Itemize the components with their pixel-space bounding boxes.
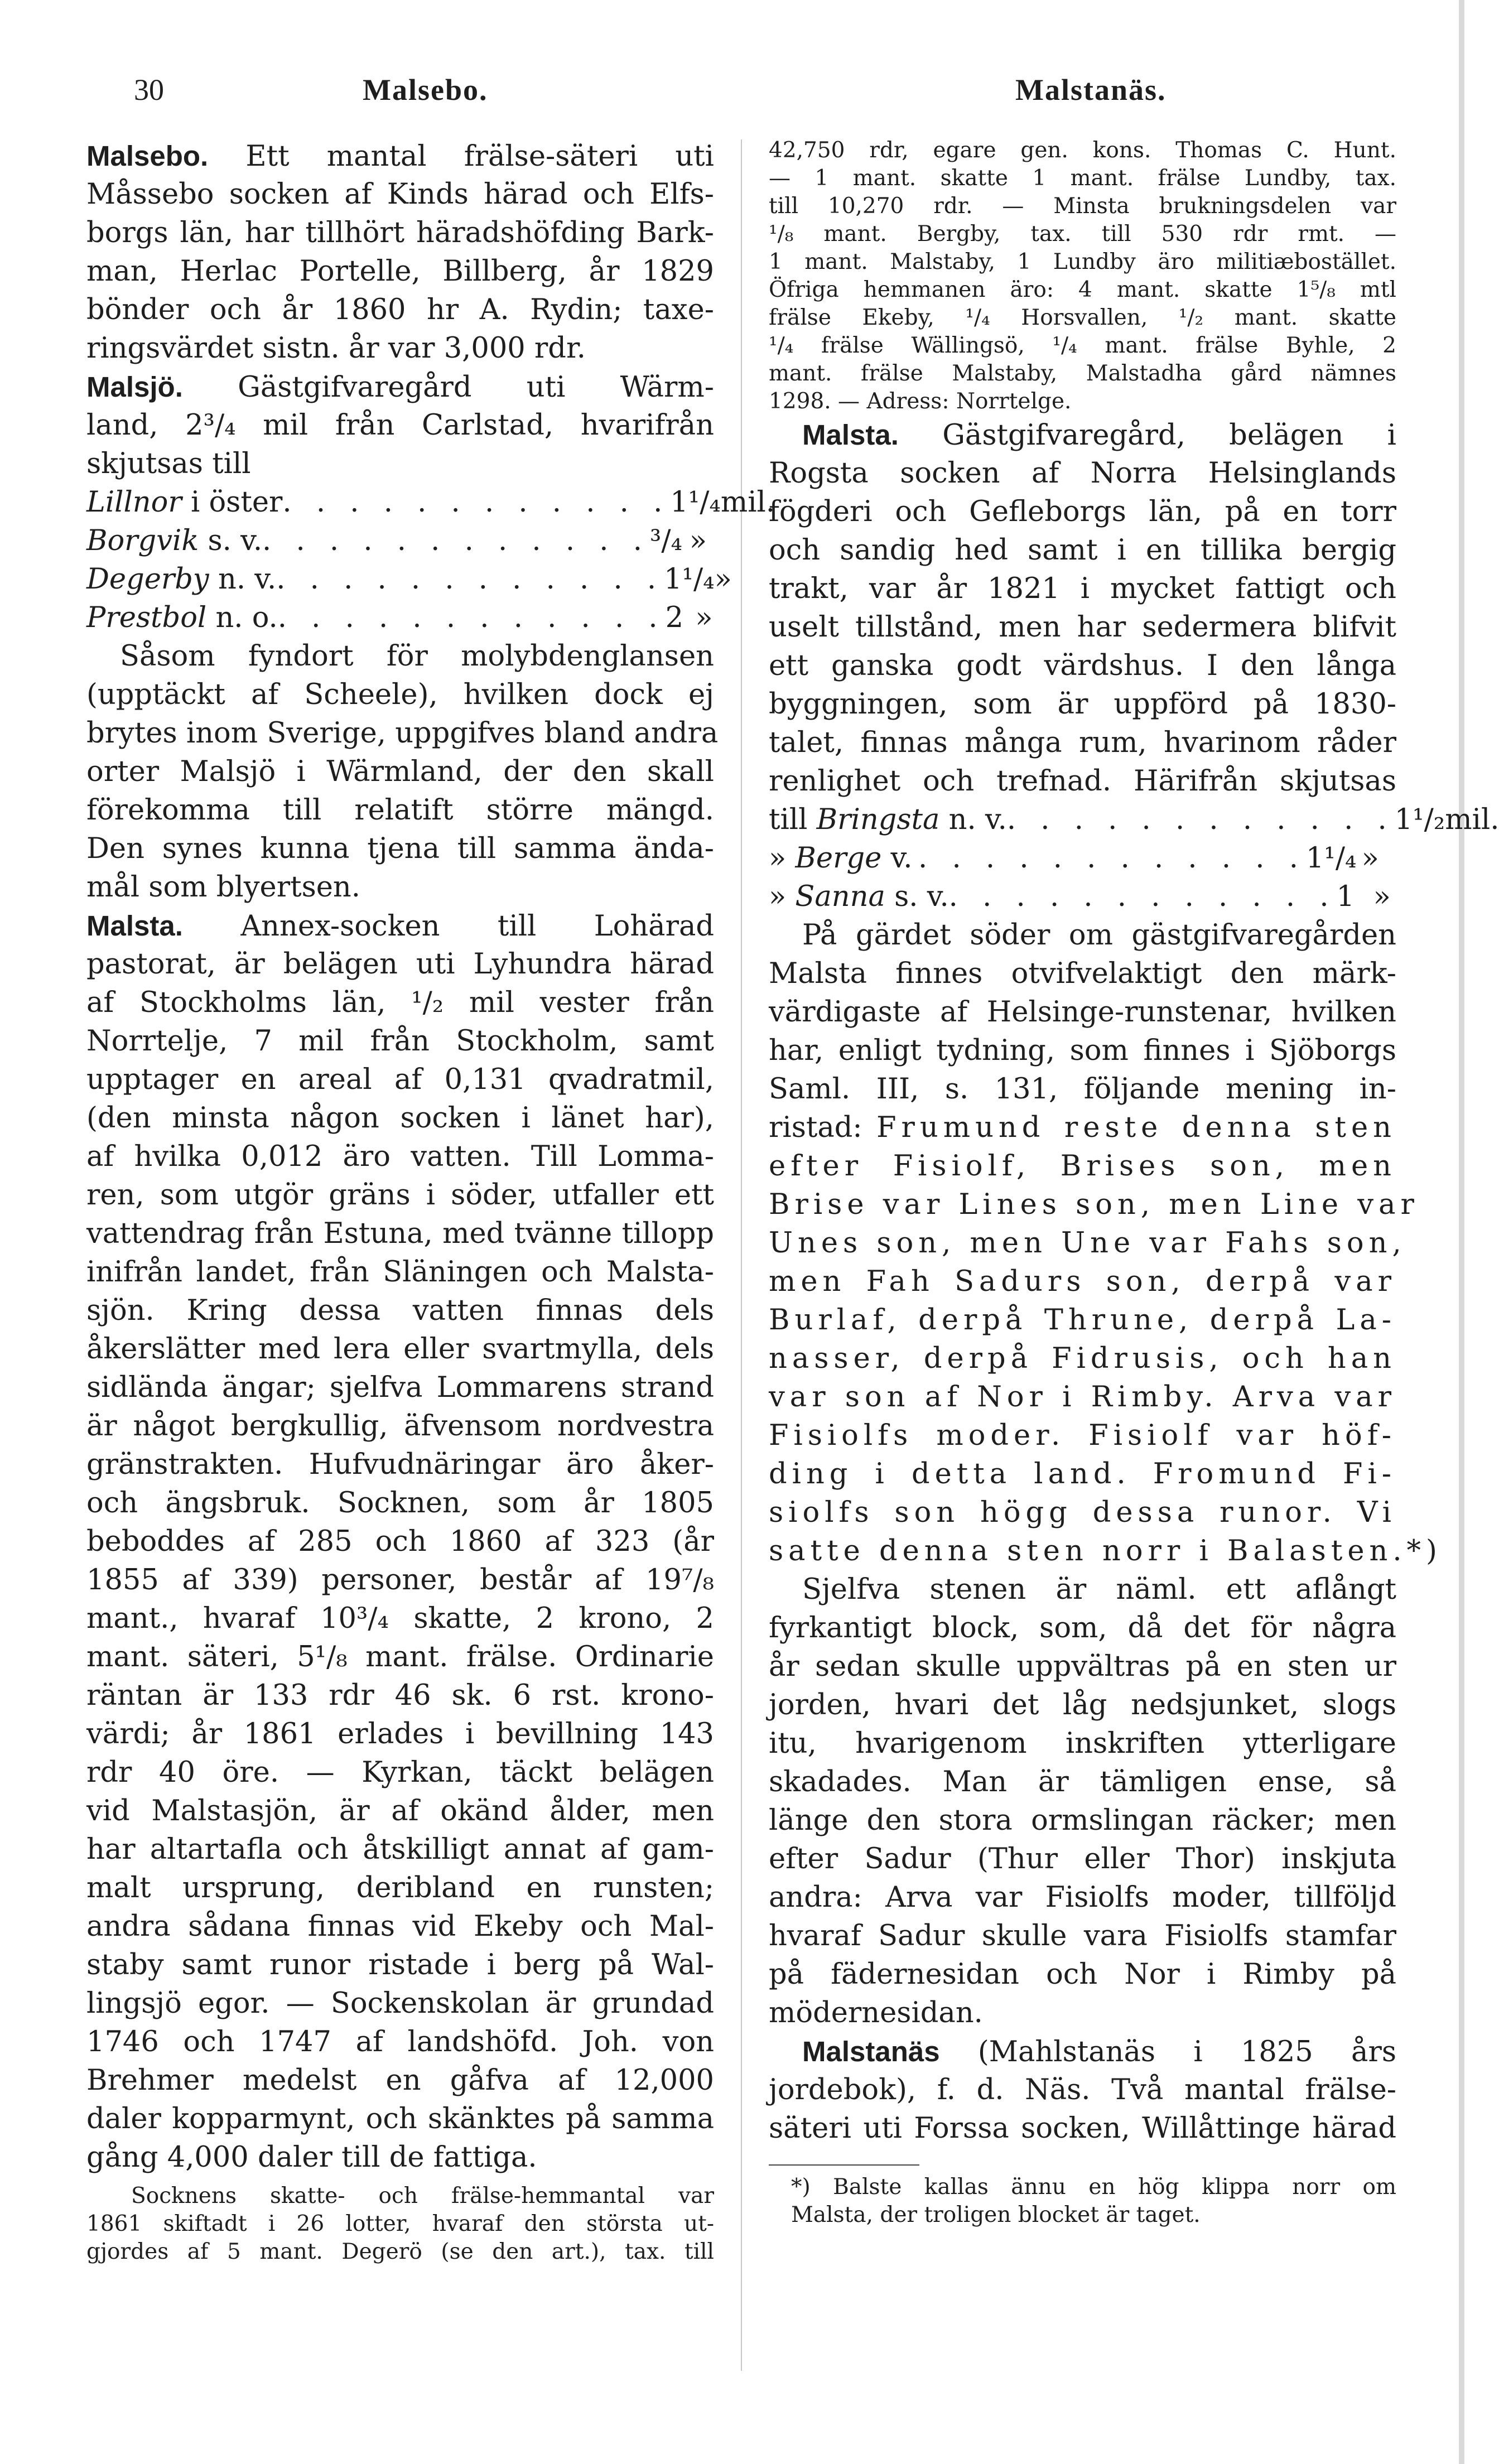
entry-malsebo — [86, 137, 714, 368]
text-line: ringsvärdet sistn. år var 3,000 rdr. — [86, 332, 586, 365]
text-line: hvaraf Sadur skulle vara Fisiolfs stamfar — [769, 1920, 1396, 1952]
column-divider — [741, 139, 742, 2371]
direction: n. o. — [215, 601, 278, 634]
distance-row: Degerby n. v. . . . . . . . . . . . . 1¹/₄ » — [86, 560, 714, 599]
text-line: gränstrakten. Hufvudnäringar äro åker- — [86, 1448, 714, 1481]
entry-malsta-gastgifvaregard — [769, 416, 1499, 2032]
malsta-continuation — [769, 137, 1396, 416]
text-line: ren, som utgör gräns i söder, utfaller ett — [86, 1179, 714, 1212]
text-line: mål som blyertsen. — [86, 871, 360, 904]
text-line: räntan är 133 rdr 46 sk. 6 rst. krono- — [86, 1679, 714, 1712]
text-line: bönder och år 1860 hr A. Rydin; taxe- — [86, 293, 714, 326]
text-line: upptager en areal af 0,131 qvadratmil, — [86, 1063, 714, 1096]
text-line: ristad: — [769, 1111, 862, 1144]
text-line: andra: Arva var Fisiolfs moder, tillföljd — [769, 1881, 1396, 1914]
text-line: skjutsas till — [86, 447, 251, 480]
text-line: säteri uti Forssa socken, Willåttinge härad — [769, 2112, 1396, 2145]
small-text-line: 1298. — Adress: Norrtelge. — [769, 389, 1072, 414]
distance-amount: 1¹/₄ — [1305, 842, 1357, 875]
text-line: har, enligt tydning, som finnes i Sjöborgs — [769, 1034, 1396, 1067]
text-line: Malsta finnes otvifvelaktigt den märk- — [769, 957, 1396, 990]
entry-head-malsebo: Malsebo. — [86, 140, 209, 172]
distance-unit: » — [689, 524, 707, 557]
runic-line: siolfs son högg dessa runor. Vi — [769, 1496, 1396, 1529]
text-line: Den synes kunna tjena till samma ända- — [86, 832, 714, 865]
small-text-line: ¹/₈ mant. Bergby, tax. till 530 rdr rmt. — — [769, 221, 1396, 247]
footnote-rule — [769, 2164, 919, 2166]
destination-name: Lillnor — [86, 486, 182, 519]
text-line: har altartafla och åtskilligt annat af gam- — [86, 1833, 714, 1866]
small-text-line: mant. frälse Malstaby, Malstadha gård nämnes — [769, 361, 1396, 386]
small-text-line: — 1 mant. skatte 1 mant. frälse Lundby, tax. — [769, 166, 1396, 191]
distance-row: » Berge v. . . . . . . . . . . . . 1¹/₄ » — [769, 839, 1396, 877]
running-head — [78, 67, 1396, 123]
text-line: staby samt runor ristade i berg på Wal- — [86, 1949, 714, 1981]
text-line: och ängsbruk. Socknen, som år 1805 — [86, 1487, 714, 1520]
text-line: orter Malsjö i Wärmland, der den skall — [86, 755, 714, 788]
text-line: värdigaste af Helsinge-runstenar, hvilken — [769, 996, 1396, 1029]
text-line: Rogsta socken af Norra Helsinglands — [769, 457, 1396, 490]
text-line: land, 2³/₄ mil från Carlstad, hvarifrån — [86, 409, 714, 442]
text-line: på fädernesidan och Nor i Rimby på — [769, 1958, 1396, 1991]
text-line: Norrtelje, 7 mil från Stockholm, samt — [86, 1025, 714, 1058]
runic-line: var son af Nor i Rimby. Arva var — [769, 1381, 1396, 1414]
text-line: mödernesidan. — [769, 1997, 983, 2029]
destination-name: Prestbol — [86, 601, 207, 634]
runic-line: Brise var Lines son, men Line var — [769, 1188, 1419, 1221]
entry-malsjo — [86, 368, 775, 906]
text-line: länge den stora ormslingan räcker; men — [769, 1804, 1396, 1837]
text-line: pastorat, är belägen uti Lyhundra härad — [86, 948, 714, 981]
text-line: Saml. III, s. 131, följande mening in- — [769, 1073, 1396, 1106]
entry-head-malstanas: Malstanäs — [802, 2036, 940, 2067]
text-line: år sedan skulle uppvältras på en sten ur — [769, 1650, 1396, 1683]
text-line: Ett mantal frälse-säteri uti — [245, 140, 714, 173]
small-text-line: Öfriga hemmanen äro: 4 mant. skatte 1⁵/₈ mtl — [769, 277, 1396, 302]
running-head-left: Malsebo. — [363, 73, 488, 107]
destination-name: Degerby — [86, 563, 209, 596]
small-text-line: ¹/₄ frälse Wällingsö, ¹/₄ mant. frälse Byhle, 2 — [769, 333, 1396, 358]
distance-amount: 1 — [1336, 880, 1355, 913]
distance-amount: 2 — [665, 601, 684, 634]
text-line: malt ursprung, deribland en runsten; — [86, 1872, 714, 1904]
text-line: och sandig hed samt i en tillika bergig — [769, 534, 1396, 567]
text-line: inifrån landet, från Släningen och Malsta- — [86, 1256, 714, 1289]
text-line: sidlända ängar; sjelfva Lommarens strand — [86, 1371, 714, 1404]
text-line: ett ganska godt värdshus. I den långa — [769, 649, 1396, 682]
text-line: jordebok), f. d. Näs. Två mantal frälse- — [769, 2074, 1396, 2106]
entry-head-malsta: Malsta. — [86, 910, 183, 942]
text-line: talet, finnas många rum, hvarinom råder — [769, 726, 1396, 759]
text-line: vid Malstasjön, är af okänd ålder, men — [86, 1795, 714, 1827]
text-line: mant., hvaraf 10³/₄ skatte, 2 krono, 2 — [86, 1602, 714, 1635]
text-line: Såsom fyndort för molybdenglansen — [120, 640, 714, 673]
distance-row: Borgvik s. v. . . . . . . . . . . . . ³/₄ » — [86, 522, 714, 560]
small-text-line: 1 mant. Malstaby, 1 Lundby äro militiæbostället. — [769, 249, 1396, 274]
runic-line: Fisiolfs moder. Fisiolf var höf- — [769, 1419, 1396, 1452]
direction: i öster — [190, 486, 283, 519]
text-line: borgs län, har tillhört häradshöfding Bark- — [86, 216, 714, 249]
text-line: 1746 och 1747 af landshöfd. Joh. von — [86, 2026, 714, 2058]
text-line: 1855 af 339) personer, består af 19⁷/₈ — [86, 1564, 714, 1597]
direction: s. v. — [894, 880, 949, 913]
text-line: Måssebo socken af Kinds härad och Elfs- — [86, 178, 714, 211]
text-line: gång 4,000 daler till de fattiga. — [86, 2141, 537, 2174]
text-line: fögderi och Gefleborgs län, på en torr — [769, 495, 1396, 528]
text-line: renlighet och trefnad. Härifrån skjutsas — [769, 765, 1396, 798]
distance-unit: » — [1373, 880, 1391, 913]
page-edge — [1459, 0, 1464, 2464]
text-line: man, Herlac Portelle, Billberg, år 1829 — [86, 255, 714, 288]
destination-name: Berge — [795, 842, 882, 875]
page-number: 30 — [134, 73, 164, 107]
text-line: daler kopparmynt, och skänktes på samma — [86, 2103, 714, 2135]
text-line: Sjelfva stenen är näml. ett aflångt — [802, 1573, 1396, 1606]
text-line: uselt tillstånd, men har sedermera blifvit — [769, 611, 1396, 644]
footnote-line: *) Balste kallas ännu en hög klippa norr om — [791, 2174, 1396, 2200]
text-line: brytes inom Sverige, uppgifves bland andra — [86, 717, 719, 750]
direction: s. v. — [208, 524, 263, 557]
text-line: efter Sadur (Thur eller Thor) inskjuta — [769, 1843, 1396, 1875]
text-line: mant. säteri, 5¹/₈ mant. frälse. Ordinarie — [86, 1641, 714, 1674]
text-line: förekomma till relatift större mängd. — [86, 794, 714, 827]
text-line: Annex-socken till Lohärad — [240, 910, 715, 943]
text-line: beboddes af 285 och 1860 af 323 (år — [86, 1525, 714, 1558]
runic-line: efter Fisiolf, Brises son, men — [769, 1150, 1396, 1183]
distance-unit: mil. — [720, 486, 775, 519]
small-text-line: till 10,270 rdr. — Minsta brukningsdelen var — [769, 194, 1396, 219]
distance-prefix: » — [769, 842, 787, 875]
text-line: andra sådana finnas vid Ekeby och Mal- — [86, 1910, 714, 1943]
runic-line: nasser, derpå Fidrusis, och han — [769, 1342, 1396, 1375]
text-line: fyrkantigt block, som, då det för några — [769, 1612, 1396, 1645]
distance-unit: » — [695, 601, 713, 634]
text-line: trakt, var år 1821 i mycket fattigt och — [769, 572, 1396, 605]
text-line: vattendrag från Estuna, med tvänne tillopp — [86, 1217, 714, 1250]
small-text-line: 1861 skiftadt i 26 lotter, hvaraf den största ut- — [86, 2211, 714, 2236]
text-line: rdr 40 öre. — Kyrkan, täckt belägen — [86, 1756, 714, 1789]
entry-malstanas — [769, 2032, 1396, 2148]
text-line: af Stockholms län, ¹/₂ mil vester från — [86, 986, 714, 1019]
direction: n. v. — [948, 803, 1007, 836]
text-line: (den minsta någon socken i länet har), — [86, 1102, 714, 1135]
distance-amount: ³/₄ — [649, 524, 682, 557]
text-line: byggningen, som är uppförd på 1830- — [769, 688, 1396, 721]
distance-row: till Bringsta n. v. . . . . . . . . . . . . 1¹/₂ mil. — [769, 801, 1396, 839]
distance-row: » Sanna s. v. . . . . . . . . . . . . 1 » — [769, 877, 1396, 916]
distance-unit: » — [1361, 842, 1379, 875]
destination-name: Borgvik — [86, 524, 199, 557]
small-text-line: gjordes af 5 mant. Degerö (se den art.), tax. till — [86, 2239, 714, 2264]
text-line: värdi; år 1861 erlades i bevillning 143 — [86, 1718, 714, 1751]
footnote-line: Malsta, der troligen blocket är taget. — [791, 2202, 1201, 2227]
runic-line: ding i detta land. Fromund Fi- — [769, 1458, 1396, 1491]
destination-name: Sanna — [795, 880, 885, 913]
text-line: af hvilka 0,012 äro vatten. Till Lomma- — [86, 1140, 714, 1173]
runic-line: men Fah Sadurs son, derpå var — [769, 1265, 1396, 1298]
small-text-line: Socknens skatte- och frälse-hemmantal var — [131, 2183, 714, 2209]
entry-head-malsta-inn: Malsta. — [802, 419, 899, 451]
running-head-right: Malstanäs. — [1015, 73, 1167, 107]
direction: n. v. — [218, 563, 277, 596]
runic-line: Unes son, men Une var Fahs son, — [769, 1227, 1406, 1260]
text-line: lingsjö egor. — Sockenskolan är grundad — [86, 1987, 714, 2020]
text-line: (Mahlstanäs i 1825 års — [977, 2036, 1396, 2068]
left-column — [86, 137, 775, 2266]
distance-amount: 1¹/₄ — [670, 486, 721, 519]
text-line: sjön. Kring dessa vatten finnas dels — [86, 1294, 714, 1327]
text-line: skadades. Man är tämligen ense, så — [769, 1766, 1396, 1798]
text-line: åkerslätter med lera eller svartmylla, dels — [86, 1333, 714, 1366]
distance-unit: » — [714, 563, 732, 596]
direction: v. — [890, 842, 913, 875]
text-line: jorden, hvari det låg nedsjunket, slogs — [769, 1689, 1396, 1722]
distance-row: Prestbol n. o. . . . . . . . . . . . . 2 » — [86, 599, 714, 637]
entry-head-malsjo: Malsjö. — [86, 371, 183, 403]
right-column — [769, 137, 1499, 2229]
distance-unit: mil. — [1445, 803, 1499, 836]
runic-line: Frumund reste denna sten — [876, 1111, 1396, 1144]
distance-amount: 1¹/₄ — [664, 563, 715, 596]
text-line: Gästgifvaregård, belägen i — [942, 419, 1396, 452]
distance-amount: 1¹/₂ — [1394, 803, 1445, 836]
text-line: itu, hvarigenom inskriften ytterligare — [769, 1727, 1396, 1760]
text-line: Gästgifvaregård uti Wärm- — [238, 371, 714, 404]
small-text-line: frälse Ekeby, ¹/₄ Horsvallen, ¹/₂ mant. skatte — [769, 305, 1396, 330]
destination-name: Bringsta — [816, 803, 940, 836]
entry-malsta-socken — [86, 906, 714, 2266]
text-line: Brehmer medelst en gåfva af 12,000 — [86, 2064, 714, 2097]
text-line: (upptäckt af Scheele), hvilken dock ej — [86, 678, 714, 711]
footnote — [769, 2173, 1396, 2229]
distance-prefix: » — [769, 880, 787, 913]
distance-prefix: till — [769, 803, 808, 836]
small-text-line: 42,750 rdr, egare gen. kons. Thomas C. Hunt. — [769, 138, 1396, 163]
text-line: är något bergkullig, äfvensom nordvestra — [86, 1410, 714, 1443]
distance-row: Lillnor i öster . . . . . . . . . . . . 1¹/₄ mil. — [86, 483, 714, 522]
runic-line: satte denna sten norr i Balasten.*) — [769, 1535, 1442, 1568]
text-line: På gärdet söder om gästgifvaregården — [802, 919, 1396, 952]
runic-line: Burlaf, derpå Thrune, derpå La- — [769, 1304, 1396, 1337]
